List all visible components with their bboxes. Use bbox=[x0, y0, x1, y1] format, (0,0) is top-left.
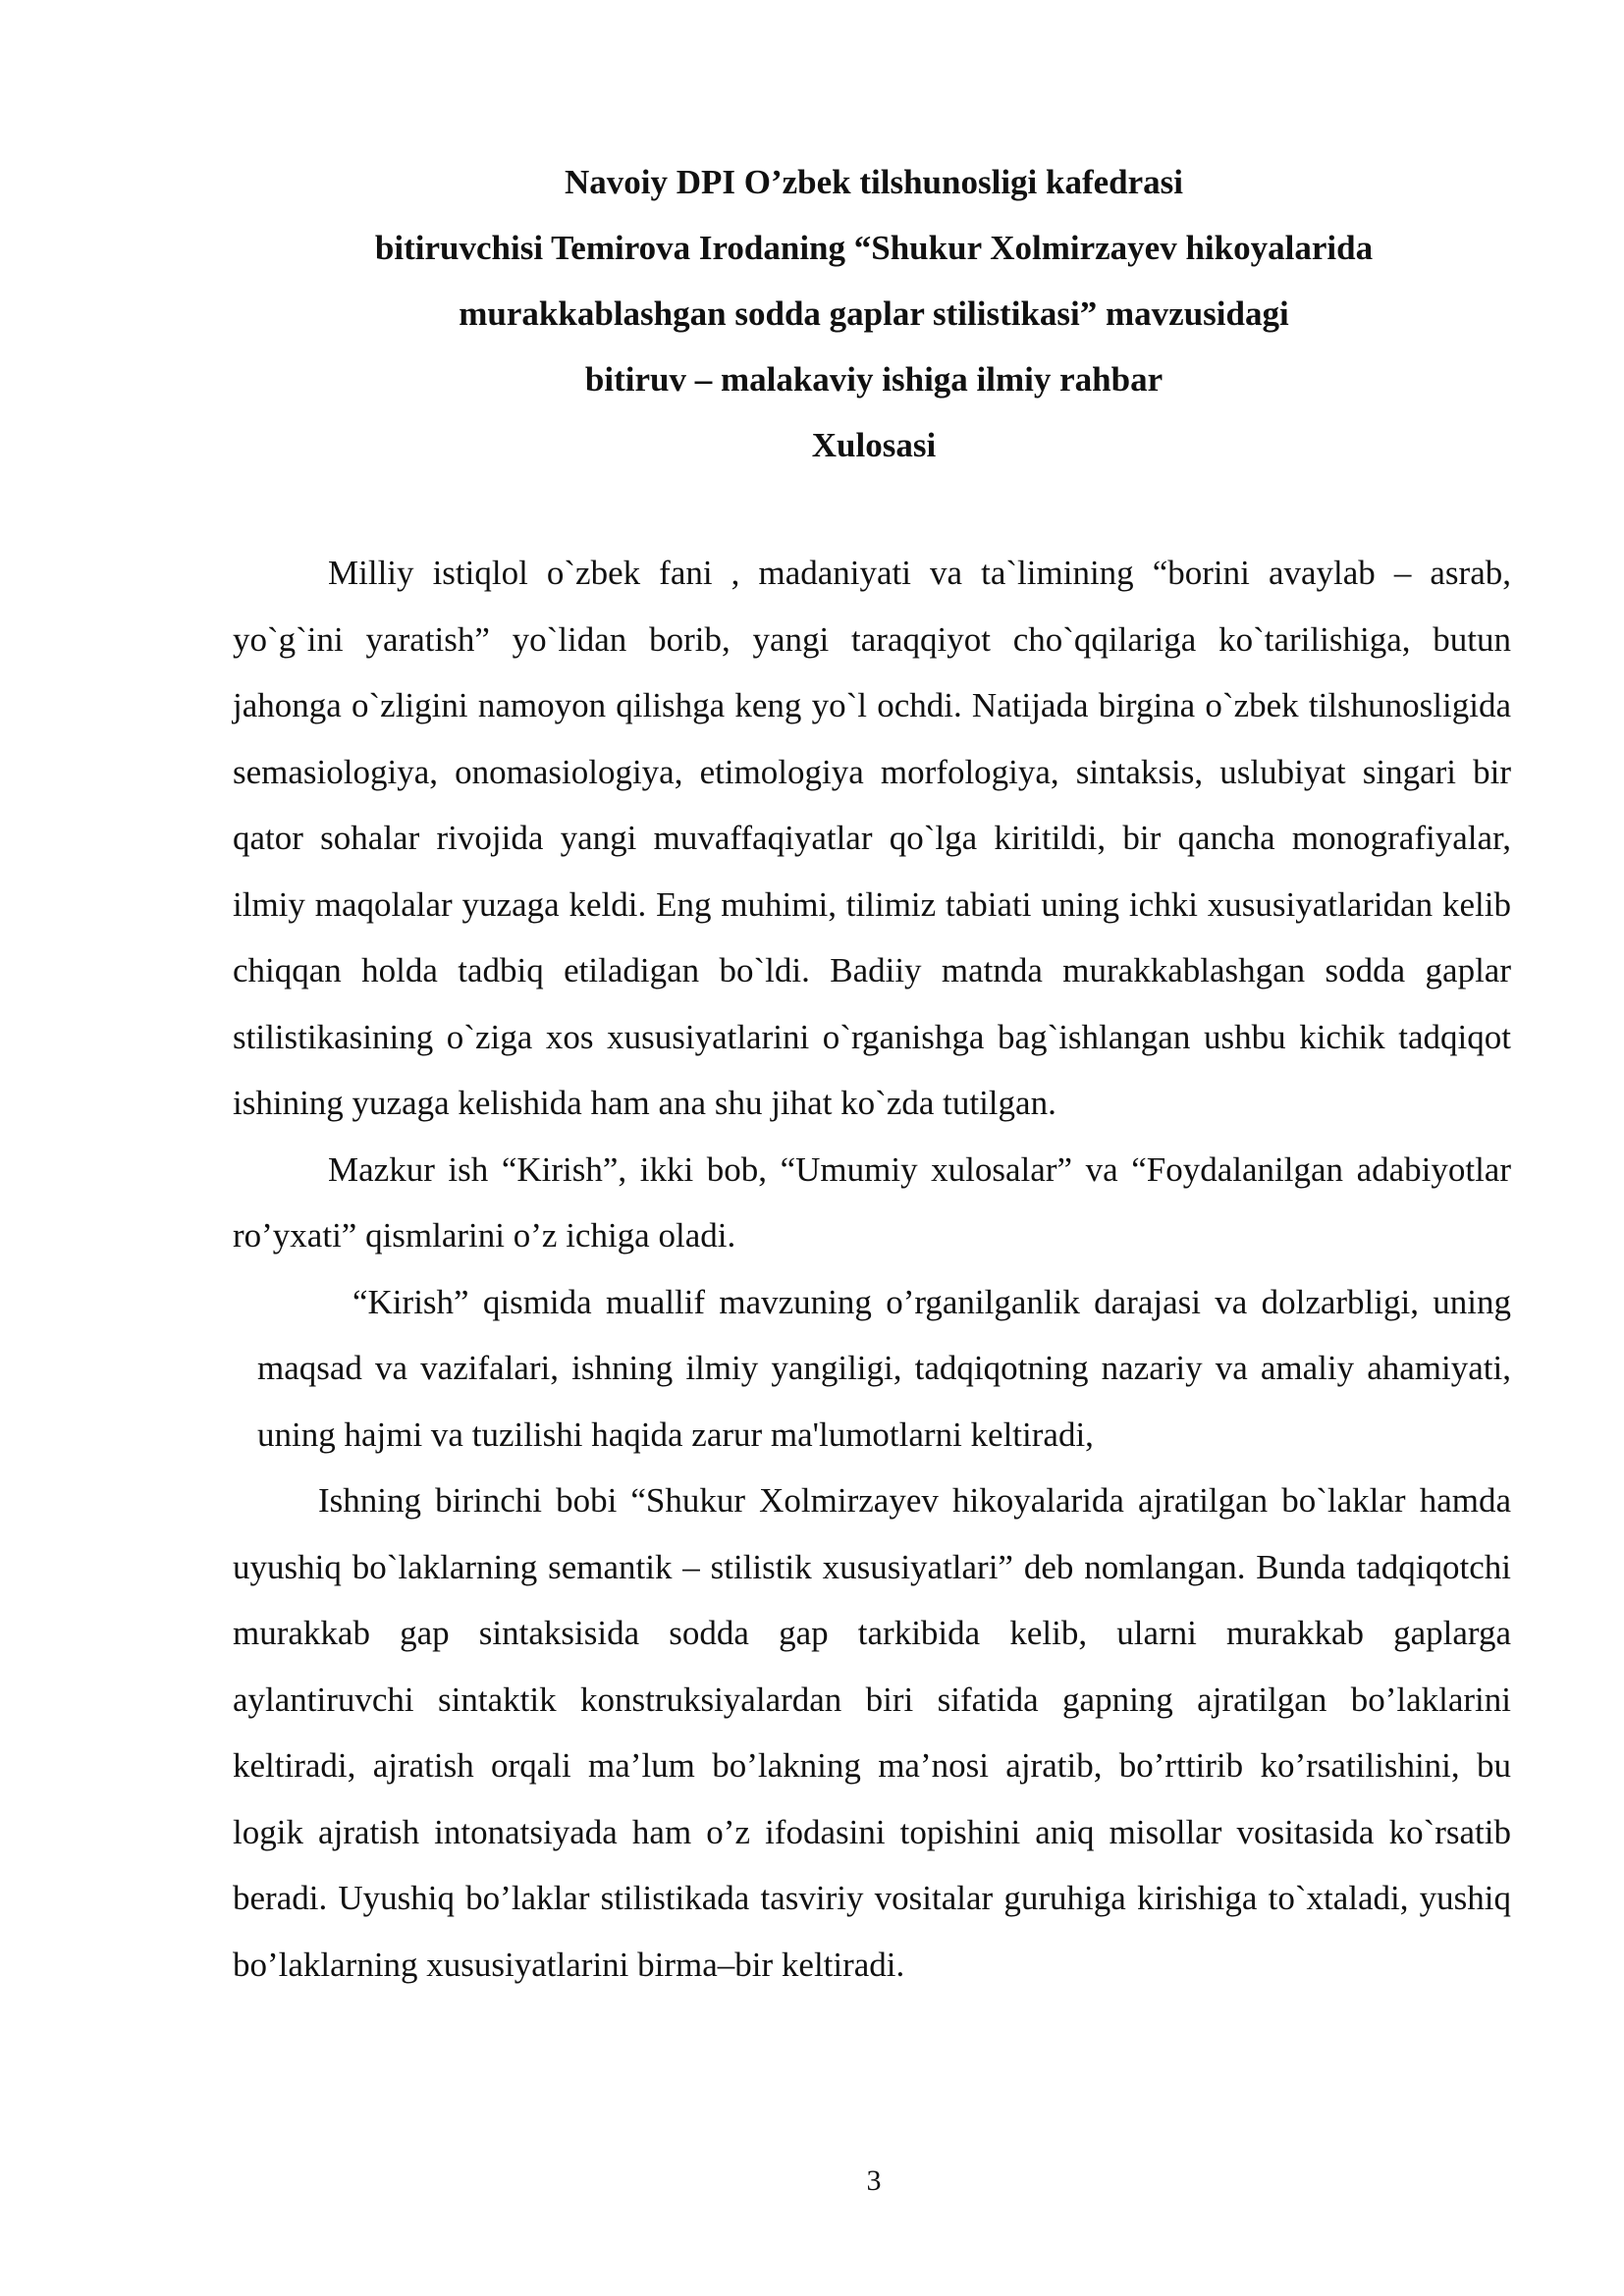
page-number: 3 bbox=[866, 2164, 882, 2197]
document-body bbox=[233, 540, 1511, 1998]
body-paragraph: Mazkur ish “Kirish”, ikki bob, “Umumiy xulosalar” va “Foydalanilgan adabiyotlar ro’yxati” qismlarini o’z ichiga oladi. bbox=[233, 1149, 1511, 1255]
header-line-work-type: bitiruv – malakaviy ishiga ilmiy rahbar bbox=[584, 360, 1164, 399]
body-paragraph: Ishning birinchi bobi “Shukur Xolmirzayev hikoyalarida ajratilgan bo`laklar hamda uyushiq bo`laklarning semantik – stilistik xususiyatlari” deb nomlangan. Bunda tadqiqotchi murakkab gap sintaksisida sodda gap tarkibida kelib, ularni murakkab gaplarga aylantiruvchi sintaktik konstruksiyalardan biri sifatida gapning ajratilgan bo’laklarini keltiradi, ajratish orqali ma’lum bo’lakning ma’nosi ajratib, bo’rttirib ko’rsatilishini, bu logik ajratish intonatsiyada ham o’z ifodasini topishini aniq misollar vositasida ko`rsatib beradi. Uyushiq bo’laklar stilistikada tasviriy vositalar guruhiga kirishiga to`xtaladi, yushiq bo’laklarning xususiyatlarini birma–bir keltiradi. bbox=[233, 1481, 1511, 1984]
header-line-author: bitiruvchisi Temirova Irodaning “Shukur Xolmirzayev hikoyalarida bbox=[374, 229, 1374, 267]
body-paragraph: “Kirish” qismida muallif mavzuning o’rganilganlik darajasi va dolzarbligi, uning maqsad va vazifalari, ishning ilmiy yangiligi, tadqiqotning nazariy va amaliy ahamiyati, uning hajmi va tuzilishi haqida zarur ma'lumotlarni keltiradi, bbox=[257, 1282, 1511, 1454]
document-header bbox=[0, 149, 1624, 478]
body-paragraph: Milliy istiqlol o`zbek fani , madaniyati va ta`limining “borini avaylab – asrab, yo`g`ini yaratish” yo`lidan borib, yangi taraqqiyot cho`qqilariga ko`tarilishiga, butun jahonga o`zligini namoyon qilishga keng yo`l ochdi. Natijada birgina o`zbek tilshunosligida semasiologiya, onomasiologiya, etimologiya morfologiya, sintaksis, uslubiyat singari bir qator sohalar rivojida yangi muvaffaqiyatlar qo`lga kiritildi, bir qancha monografiyalar, ilmiy maqolalar yuzaga keldi. Eng muhimi, tilimiz tabiati uning ichki xususiyatlaridan kelib chiqqan holda tadbiq etiladigan bo`ldi. Badiiy matnda murakkablashgan sodda gaplar stilistikasining o`ziga xos xususiyatlarini o`rganishga bag`ishlangan ushbu kichik tadqiqot ishining yuzaga kelishida ham ana shu jihat ko`zda tutilgan. bbox=[233, 554, 1511, 1122]
header-line-department: Navoiy DPI O’zbek tilshunosligi kafedrasi bbox=[564, 163, 1184, 201]
document-title: Xulosasi bbox=[811, 426, 937, 464]
header-line-topic: murakkablashgan sodda gaplar stilistikasi” mavzusidagi bbox=[459, 294, 1289, 333]
